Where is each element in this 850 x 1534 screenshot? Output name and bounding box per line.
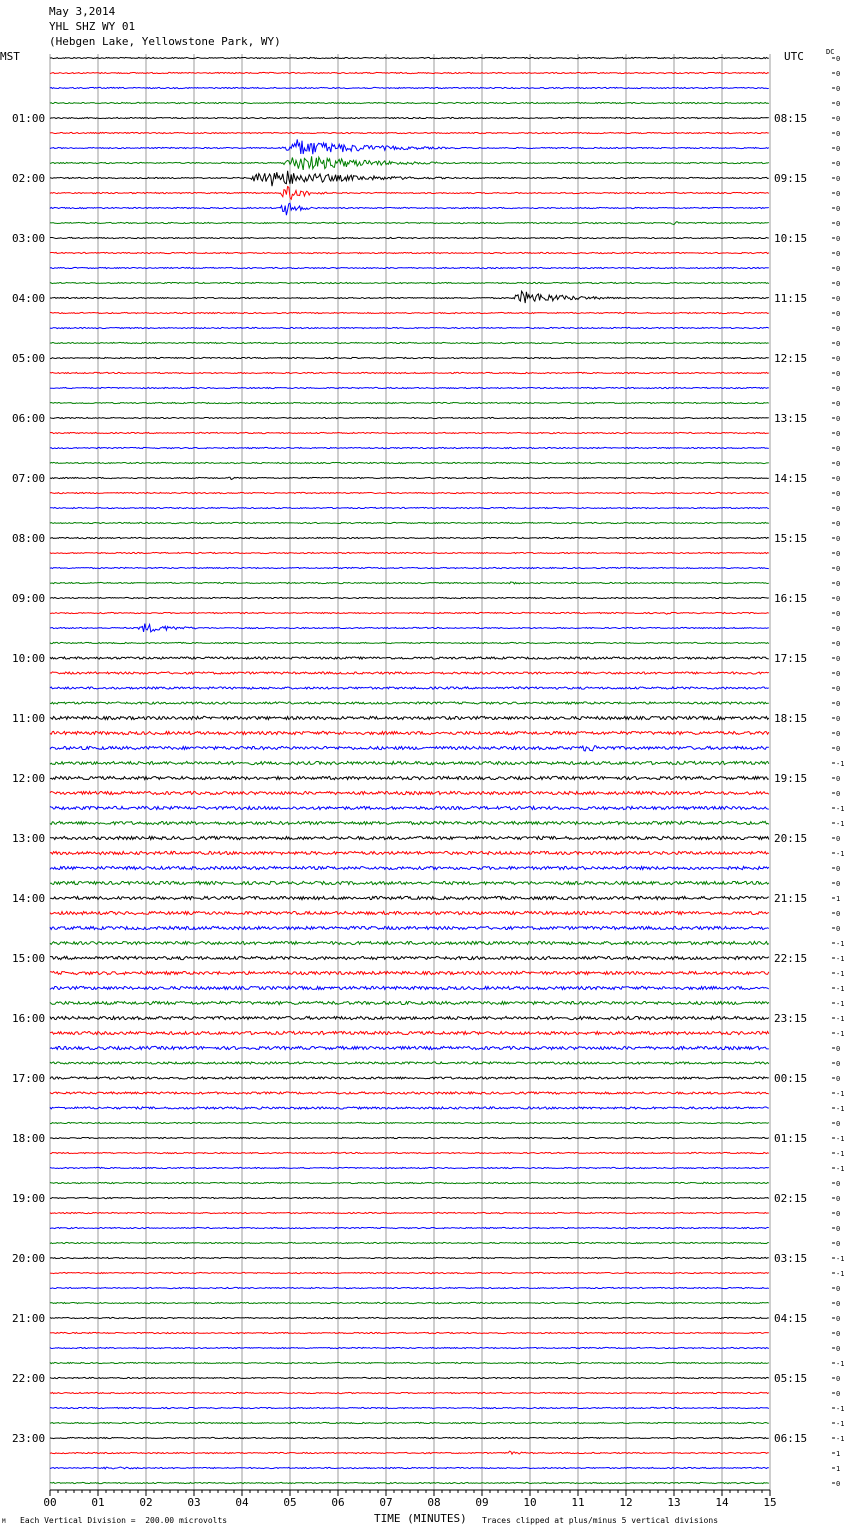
trace-91 [50,1422,769,1423]
trace-68 [50,1077,769,1079]
dc-offset-value: -1 [836,1135,845,1143]
trace-53 [50,851,769,854]
trace-83 [50,1302,769,1303]
dc-offset-value: -1 [836,1030,845,1038]
trace-8 [50,171,769,186]
right-hour-label: 10:15 [774,232,808,245]
dc-offset-value: 0 [836,520,841,528]
right-hour-label: 08:15 [774,112,808,125]
right-hour-label: 13:15 [774,412,808,425]
dc-offset-value: 0 [836,565,841,573]
x-tick-label: 04 [235,1496,249,1509]
trace-10 [50,203,769,215]
dc-offset-value: 0 [836,580,841,588]
trace-42 [50,687,769,689]
trace-67 [50,1062,769,1064]
left-hour-label: 02:00 [12,172,46,185]
dc-offset-value: -1 [836,1270,845,1278]
dc-offset-value: 0 [836,880,841,888]
dc-offset-value: 0 [836,250,841,258]
trace-32 [50,537,769,538]
trace-85 [50,1332,769,1333]
x-tick-label: 10 [523,1496,537,1509]
trace-95 [50,1482,769,1483]
x-tick-label: 07 [379,1496,393,1509]
left-hour-label: 09:00 [12,592,46,605]
dc-offset-value: 0 [836,355,841,363]
dc-offset-value: -1 [836,1165,845,1173]
dc-offset-value: -1 [836,760,845,768]
dc-offset-value: 0 [836,400,841,408]
right-hour-label: 02:15 [774,1192,808,1205]
dc-offset-value: 0 [836,310,841,318]
trace-48 [50,776,769,779]
right-hour-label: 17:15 [774,652,808,665]
left-timezone-label: MST [0,50,20,63]
dc-offset-value: -1 [836,1015,845,1023]
dc-offset-value: -1 [836,1090,845,1098]
trace-70 [50,1107,769,1109]
dc-offset-value: 0 [836,265,841,273]
dc-offset-value: 0 [836,700,841,708]
trace-50 [50,806,769,809]
dc-offset-value: 0 [836,595,841,603]
left-hour-label: 21:00 [12,1312,46,1325]
left-hour-label: 22:00 [12,1372,46,1385]
dc-offset-value: 0 [836,235,841,243]
dc-offset-value: -1 [836,1255,845,1263]
dc-offset-value: 0 [836,205,841,213]
dc-offset-value: 0 [836,1075,841,1083]
trace-87 [50,1362,769,1363]
dc-offset-value: 0 [836,460,841,468]
right-hour-label: 09:15 [774,172,808,185]
x-tick-label: 08 [427,1496,441,1509]
trace-55 [50,881,769,884]
x-tick-label: 14 [715,1496,729,1509]
dc-offset-value: 0 [836,1180,841,1188]
left-hour-label: 23:00 [12,1432,46,1445]
left-hour-label: 19:00 [12,1192,46,1205]
dc-offset-value: 0 [836,370,841,378]
right-hour-label: 04:15 [774,1312,808,1325]
trace-82 [50,1287,769,1288]
right-hour-label: 20:15 [774,832,808,845]
trace-88 [50,1377,769,1378]
trace-69 [50,1092,769,1094]
dc-offset-value: 0 [836,1195,841,1203]
trace-47 [50,761,769,764]
scale-note: Each Vertical Division = 200.00 microvolts [20,1516,228,1525]
trace-46 [50,746,769,751]
dc-offset-value: 0 [836,85,841,93]
trace-5 [50,132,769,133]
corner-mark: M [2,1518,6,1525]
dc-offset-value: 0 [836,535,841,543]
clip-note: Traces clipped at plus/minus 5 vertical divisions [482,1516,719,1525]
right-hour-label: 06:15 [774,1432,808,1445]
left-hour-label: 14:00 [12,892,46,905]
dc-offset-value: 0 [836,1345,841,1353]
trace-12 [50,237,769,238]
trace-30 [50,507,769,508]
left-hour-label: 03:00 [12,232,46,245]
dc-offset-value: -1 [836,1360,845,1368]
dc-offset-value: 0 [836,385,841,393]
left-hour-label: 17:00 [12,1072,46,1085]
dc-offset-value: 0 [836,295,841,303]
trace-27 [50,462,769,463]
x-tick-label: 13 [667,1496,681,1509]
trace-31 [50,522,769,523]
dc-offset-value: -1 [836,1150,845,1158]
dc-offset-value: 0 [836,190,841,198]
dc-offset-value: 0 [836,670,841,678]
trace-37 [50,612,769,614]
trace-39 [50,642,769,643]
dc-offset-value: 0 [836,325,841,333]
plot-date: May 3,2014 [49,5,116,18]
dc-offset-value: 0 [836,160,841,168]
time-axis [43,1490,776,1509]
right-timezone-label: UTC [784,50,804,63]
right-hour-label: 03:15 [774,1252,808,1265]
trace-9 [50,187,769,200]
trace-36 [50,597,769,598]
trace-24 [50,417,769,418]
trace-59 [50,941,769,944]
dc-offset-value: 0 [836,100,841,108]
trace-26 [50,447,769,448]
x-tick-label: 15 [763,1496,777,1509]
trace-54 [50,866,769,869]
x-axis-title: TIME (MINUTES) [374,1512,467,1525]
dc-offset-value: -1 [836,1420,845,1428]
dc-offset-value: 0 [836,1225,841,1233]
dc-offset-value: 0 [836,415,841,423]
dc-offset-value: 1 [836,1450,841,1458]
dc-offset-value: 0 [836,1480,841,1488]
trace-34 [50,567,769,568]
trace-25 [50,432,769,433]
trace-90 [50,1407,769,1408]
dc-offset-value: 0 [836,145,841,153]
trace-84 [50,1317,769,1318]
left-hour-label: 07:00 [12,472,46,485]
dc-offset-value: 0 [836,55,841,63]
trace-35 [50,582,769,584]
trace-63 [50,1001,769,1004]
dc-offset-value: 0 [836,1330,841,1338]
dc-offset-value: 0 [836,610,841,618]
left-hour-label: 15:00 [12,952,46,965]
trace-23 [50,402,769,403]
trace-89 [50,1392,769,1393]
trace-16 [50,291,769,303]
left-hour-label: 11:00 [12,712,46,725]
x-tick-label: 06 [331,1496,345,1509]
right-hour-label: 15:15 [774,532,808,545]
trace-62 [50,986,769,989]
left-hour-label: 13:00 [12,832,46,845]
trace-6 [50,139,769,154]
trace-76 [50,1197,769,1198]
dc-offset-value: 0 [836,625,841,633]
left-hour-label: 06:00 [12,412,46,425]
left-hour-label: 05:00 [12,352,46,365]
station-code: YHL SHZ WY 01 [49,20,136,33]
right-hour-label: 05:15 [774,1372,808,1385]
trace-13 [50,252,769,253]
trace-7 [50,156,769,170]
dc-offset-value: 0 [836,1315,841,1323]
left-hour-label: 18:00 [12,1132,46,1145]
dc-offset-value: 0 [836,1060,841,1068]
trace-33 [50,552,769,553]
dc-offset-value: 0 [836,1240,841,1248]
dc-offset-value: 0 [836,835,841,843]
x-tick-label: 01 [91,1496,105,1509]
dc-offset-value: 1 [836,895,841,903]
trace-58 [50,926,769,929]
seismic-traces [50,57,769,1483]
left-hour-label: 16:00 [12,1012,46,1025]
trace-60 [50,956,769,959]
trace-2 [50,87,769,88]
dc-offset-value: 0 [836,790,841,798]
trace-17 [50,312,769,313]
trace-93 [50,1451,769,1454]
trace-61 [50,971,769,974]
right-hour-label: 00:15 [774,1072,808,1085]
x-tick-label: 12 [619,1496,633,1509]
left-hour-label: 20:00 [12,1252,46,1265]
dc-offset-value: 0 [836,1300,841,1308]
dc-offset-value: -1 [836,1105,845,1113]
x-tick-label: 09 [475,1496,489,1509]
trace-15 [50,282,769,283]
trace-79 [50,1242,769,1243]
trace-11 [50,222,769,225]
right-hour-label: 18:15 [774,712,808,725]
trace-4 [50,117,769,118]
trace-80 [50,1257,769,1258]
x-tick-label: 02 [139,1496,153,1509]
trace-57 [50,911,769,914]
dc-offset-value: 0 [836,70,841,78]
dc-offset-value: -1 [836,850,845,858]
dc-offset-value: -1 [836,955,845,963]
trace-51 [50,821,769,824]
trace-20 [50,357,769,358]
trace-81 [50,1272,769,1273]
dc-offset-value: 0 [836,1210,841,1218]
dc-offset-value: 0 [836,655,841,663]
dc-offset-value: -1 [836,1000,845,1008]
dc-offset-value: 0 [836,505,841,513]
dc-offset-value: 0 [836,775,841,783]
x-tick-label: 03 [187,1496,201,1509]
dc-offset-value: 0 [836,745,841,753]
dc-offset-value: 0 [836,550,841,558]
trace-94 [50,1467,769,1469]
trace-74 [50,1167,769,1168]
trace-44 [50,716,769,719]
dc-offset-value: -1 [836,940,845,948]
dc-offset-value: 0 [836,1120,841,1128]
right-hour-label: 12:15 [774,352,808,365]
trace-22 [50,387,769,388]
dc-offset-value: 0 [836,430,841,438]
dc-offset-value: 0 [836,490,841,498]
dc-offset-value: 0 [836,865,841,873]
dc-offset-value: -1 [836,1405,845,1413]
x-tick-label: 00 [43,1496,57,1509]
right-hour-label: 19:15 [774,772,808,785]
trace-71 [50,1122,769,1123]
dc-offset-value: 0 [836,640,841,648]
right-hour-label: 22:15 [774,952,808,965]
dc-offset-value: 0 [836,925,841,933]
right-hour-label: 01:15 [774,1132,808,1145]
dc-offset-value: 0 [836,340,841,348]
trace-0 [50,57,769,58]
dc-offset-value: 0 [836,1375,841,1383]
right-hour-label: 23:15 [774,1012,808,1025]
dc-offset-value: 0 [836,1045,841,1053]
dc-offset-value: 0 [836,115,841,123]
dc-offset-value: 0 [836,1285,841,1293]
trace-78 [50,1227,769,1228]
left-hour-label: 10:00 [12,652,46,665]
trace-41 [50,672,769,674]
dc-offset-value: -1 [836,805,845,813]
trace-43 [50,702,769,704]
dc-offset-value: 0 [836,175,841,183]
x-tick-label: 11 [571,1496,585,1509]
trace-49 [50,791,769,794]
trace-1 [50,72,769,73]
dc-offset-value: -1 [836,985,845,993]
station-location: (Hebgen Lake, Yellowstone Park, WY) [49,35,281,48]
dc-offset-value: -1 [836,1435,845,1443]
left-hour-label: 01:00 [12,112,46,125]
dc-offset-value: -1 [836,820,845,828]
left-hour-label: 12:00 [12,772,46,785]
trace-73 [50,1152,769,1153]
dc-offset-value: 0 [836,220,841,228]
dc-offset-value: 0 [836,1390,841,1398]
dc-offset-value: 1 [836,1465,841,1473]
trace-65 [50,1031,769,1034]
x-tick-label: 05 [283,1496,297,1509]
trace-21 [50,372,769,373]
trace-18 [50,327,769,328]
trace-86 [50,1347,769,1348]
trace-19 [50,342,769,343]
trace-28 [50,477,769,479]
trace-56 [50,896,769,899]
left-hour-label: 08:00 [12,532,46,545]
right-hour-label: 11:15 [774,292,808,305]
trace-14 [50,267,769,268]
dc-offset-value: 0 [836,685,841,693]
dc-offset-value: -1 [836,970,845,978]
trace-77 [50,1212,769,1213]
right-hour-label: 21:15 [774,892,808,905]
trace-66 [50,1046,769,1049]
dc-offset-value: 0 [836,715,841,723]
dc-offset-value: 0 [836,130,841,138]
trace-29 [50,492,769,493]
trace-38 [50,624,769,632]
dc-offset-value: 0 [836,280,841,288]
trace-92 [50,1437,769,1438]
right-hour-label: 14:15 [774,472,808,485]
trace-64 [50,1016,769,1019]
trace-40 [50,657,769,659]
trace-72 [50,1137,769,1138]
left-hour-label: 04:00 [12,292,46,305]
dc-offset-value: 0 [836,730,841,738]
dc-offset-label: DC [826,48,835,56]
minute-grid [50,54,770,1490]
right-hour-label: 16:15 [774,592,808,605]
dc-offset-value: 0 [836,910,841,918]
dc-offset-value: 0 [836,475,841,483]
trace-75 [50,1182,769,1184]
trace-52 [50,836,769,839]
trace-3 [50,102,769,103]
dc-offset-value: 0 [836,445,841,453]
trace-45 [50,731,769,734]
